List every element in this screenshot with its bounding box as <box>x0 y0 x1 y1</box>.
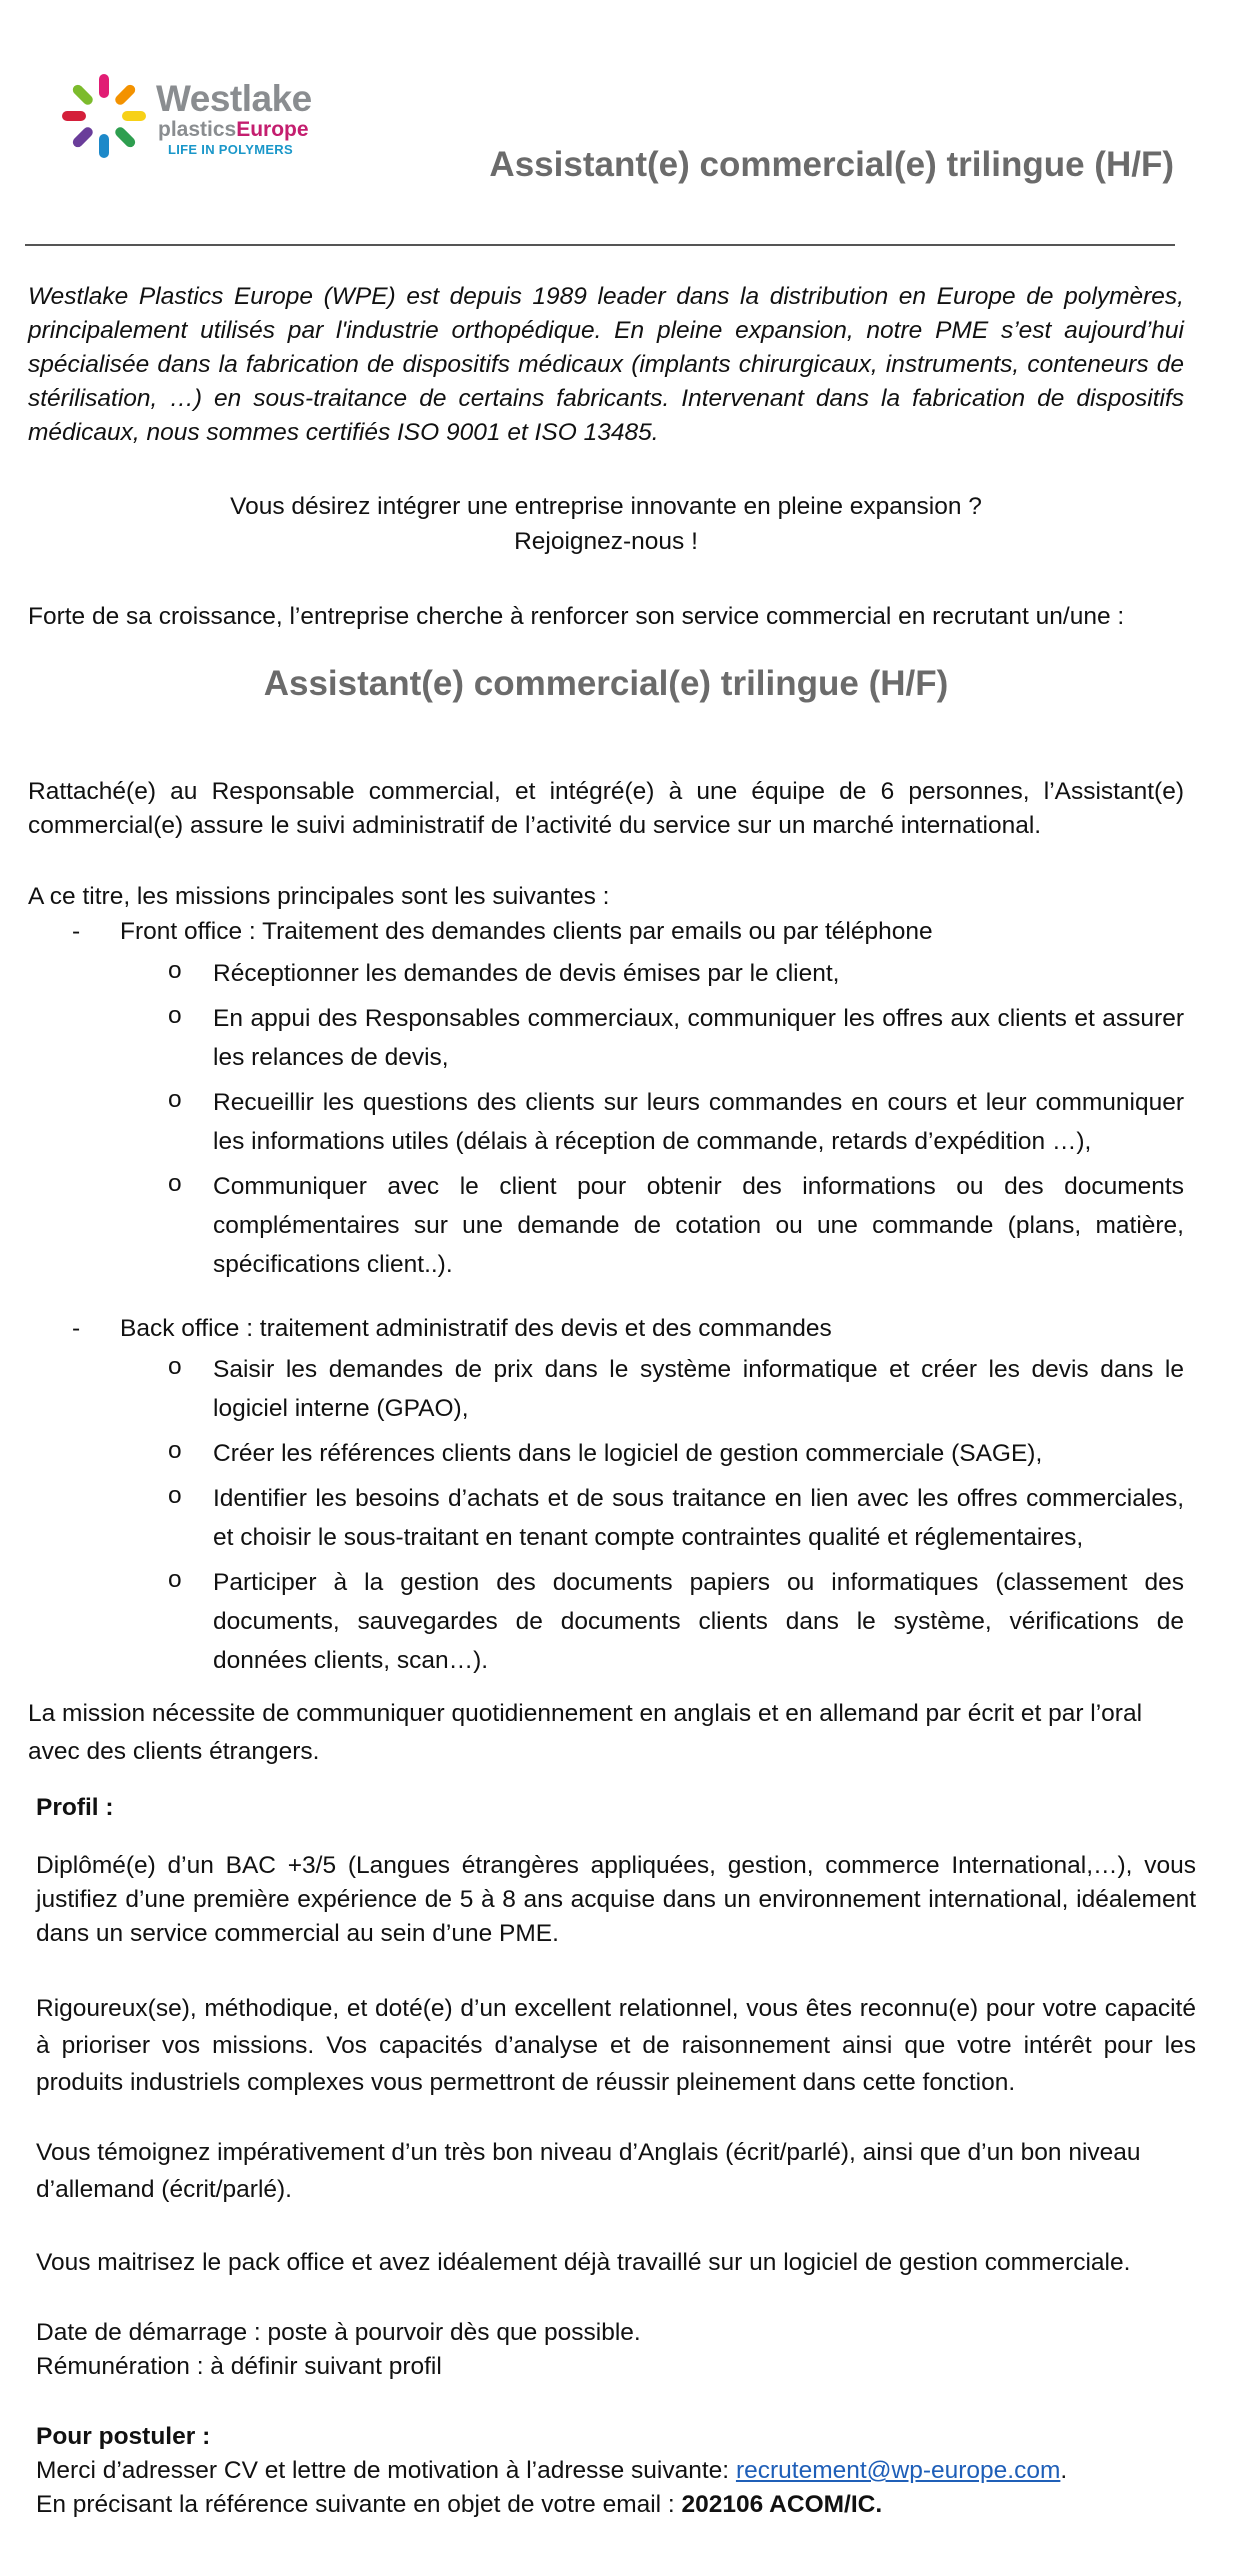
apply-line-1: Merci d’adresser CV et lettre de motivation à l’adresse suivante: recrutement@wp-europe.com. <box>36 2457 1068 2484</box>
logo-subtitle: plasticsEurope <box>158 118 309 141</box>
circle-bullet: o <box>168 1353 182 1380</box>
email-link[interactable]: recrutement@wp-europe.com <box>735 2457 1061 2484</box>
header-title: Assistant(e) commercial(e) trilingue (H/F) <box>489 145 1174 184</box>
list-item: o Identifier les besoins d’achats et de sous traitance en lien avec les offres commerciales, et choisir le sous-traitant en tenant compte contraintes qualité et réglementaires, <box>168 1479 1184 1557</box>
languages-paragraph: La mission nécessite de communiquer quotidiennement en anglais et en allemand par écrit et par l’oral avec des clients étrangers. <box>28 1700 1143 1765</box>
apply-line-2: En précisant la référence suivante en objet de votre email : 202106 ACOM/IC. <box>36 2491 883 2518</box>
circle-bullet: o <box>168 1482 182 1509</box>
circle-bullet: o <box>168 957 182 984</box>
logo-tagline: LIFE IN POLYMERS <box>168 142 293 157</box>
back-office-list <box>168 1350 1184 1680</box>
profile-heading: Profil : <box>36 1794 114 1821</box>
list-item: o Réceptionner les demandes de devis émises par le client, <box>168 954 1184 993</box>
recruiting-sentence: Forte de sa croissance, l’entreprise cherche à renforcer son service commercial en recrutant un/une : <box>28 603 1125 630</box>
front-office-label: Front office : Traitement des demandes clients par emails ou par téléphone <box>120 918 933 945</box>
profile-paragraph-1: Diplômé(e) d’un BAC +3/5 (Langues étrangères appliquées, gestion, commerce International,…), vous justifiez d’une première expérience de 5 à 8 ans acquise dans un environnement international, idéalement dans un service commercial au sein d’une PME. <box>36 1852 1196 1947</box>
circle-bullet: o <box>168 1002 182 1029</box>
company-logo <box>58 70 338 160</box>
list-item: o Participer à la gestion des documents papiers ou informatiques (classement des documents, sauvegardes de documents clients dans le système, vérifications de données clients, scan…). <box>168 1563 1184 1680</box>
apply-heading: Pour postuler : <box>36 2423 211 2450</box>
dash-bullet: - <box>72 1315 81 1342</box>
dash-bullet: - <box>72 918 81 945</box>
circle-bullet: o <box>168 1437 182 1464</box>
position-title: Assistant(e) commercial(e) trilingue (H/F) <box>263 664 949 703</box>
back-office-label: Back office : traitement administratif des devis et des commandes <box>120 1315 832 1342</box>
company-intro: Westlake Plastics Europe (WPE) est depuis 1989 leader dans la distribution en Europe de polymères, principalement utilisés par l'industrie orthopédique. En pleine expansion, notre PME s’est aujourd’hui spécialisée dans la fabrication de dispositifs médicaux (implants chirurgicaux, instruments, conteneurs de stérilisation, …) en sous-traitance de certains fabricants. Intervenant dans la fabrication de dispositifs médicaux, nous sommes certifiés ISO 9001 et ISO 13485. <box>28 283 1184 446</box>
circle-bullet: o <box>168 1086 182 1113</box>
profile-paragraph-4: Vous maitrisez le pack office et avez idéalement déjà travaillé sur un logiciel de gestion commerciale. <box>36 2249 1131 2276</box>
list-item: o Saisir les demandes de prix dans le système informatique et créer les devis dans le logiciel interne (GPAO), <box>168 1350 1184 1428</box>
list-item: o Recueillir les questions des clients sur leurs commandes en cours et leur communiquer les informations utiles (délais à réception de commande, retards d’expédition …), <box>168 1083 1184 1161</box>
logo-brand: Westlake <box>156 78 312 119</box>
profile-paragraph-3: Vous témoignez impérativement d’un très bon niveau d’Anglais (écrit/parlé), ainsi que d’un bon niveau d’allemand (écrit/parlé). <box>36 2139 1141 2203</box>
logo-flower-icon <box>58 70 150 162</box>
circle-bullet: o <box>168 1170 182 1197</box>
list-item: o En appui des Responsables commerciaux, communiquer les offres aux clients et assurer les relances de devis, <box>168 999 1184 1077</box>
salary: Rémunération : à définir suivant profil <box>36 2353 442 2380</box>
circle-bullet: o <box>168 1566 182 1593</box>
list-item: o Communiquer avec le client pour obtenir des informations ou des documents complémentaires sur une demande de cotation ou une commande (plans, matière, spécifications client..). <box>168 1167 1184 1284</box>
front-office-list <box>168 954 1184 1284</box>
job-reference: 202106 ACOM/IC. <box>681 2491 883 2518</box>
start-date: Date de démarrage : poste à pourvoir dès que possible. <box>36 2319 641 2346</box>
cta-line-1: Vous désirez intégrer une entreprise innovante en pleine expansion ? <box>230 493 982 520</box>
cta-line-2: Rejoignez-nous ! <box>514 528 698 555</box>
attachment-paragraph: Rattaché(e) au Responsable commercial, et intégré(e) à une équipe de 6 personnes, l’Assistant(e) commercial(e) assure le suivi administratif de l’activité du service sur un marché international. <box>28 778 1184 839</box>
list-item: o Créer les références clients dans le logiciel de gestion commerciale (SAGE), <box>168 1434 1184 1473</box>
header-divider <box>25 244 1175 246</box>
missions-intro: A ce titre, les missions principales sont les suivantes : <box>28 883 610 910</box>
profile-paragraph-2: Rigoureux(se), méthodique, et doté(e) d’un excellent relationnel, vous êtes reconnu(e) pour votre capacité à prioriser vos missions. Vos capacités d’analyse et de raisonnement ainsi que votre intérêt pour les produits industriels complexes vous permettront de réussir pleinement dans cette fonction. <box>36 1995 1196 2096</box>
